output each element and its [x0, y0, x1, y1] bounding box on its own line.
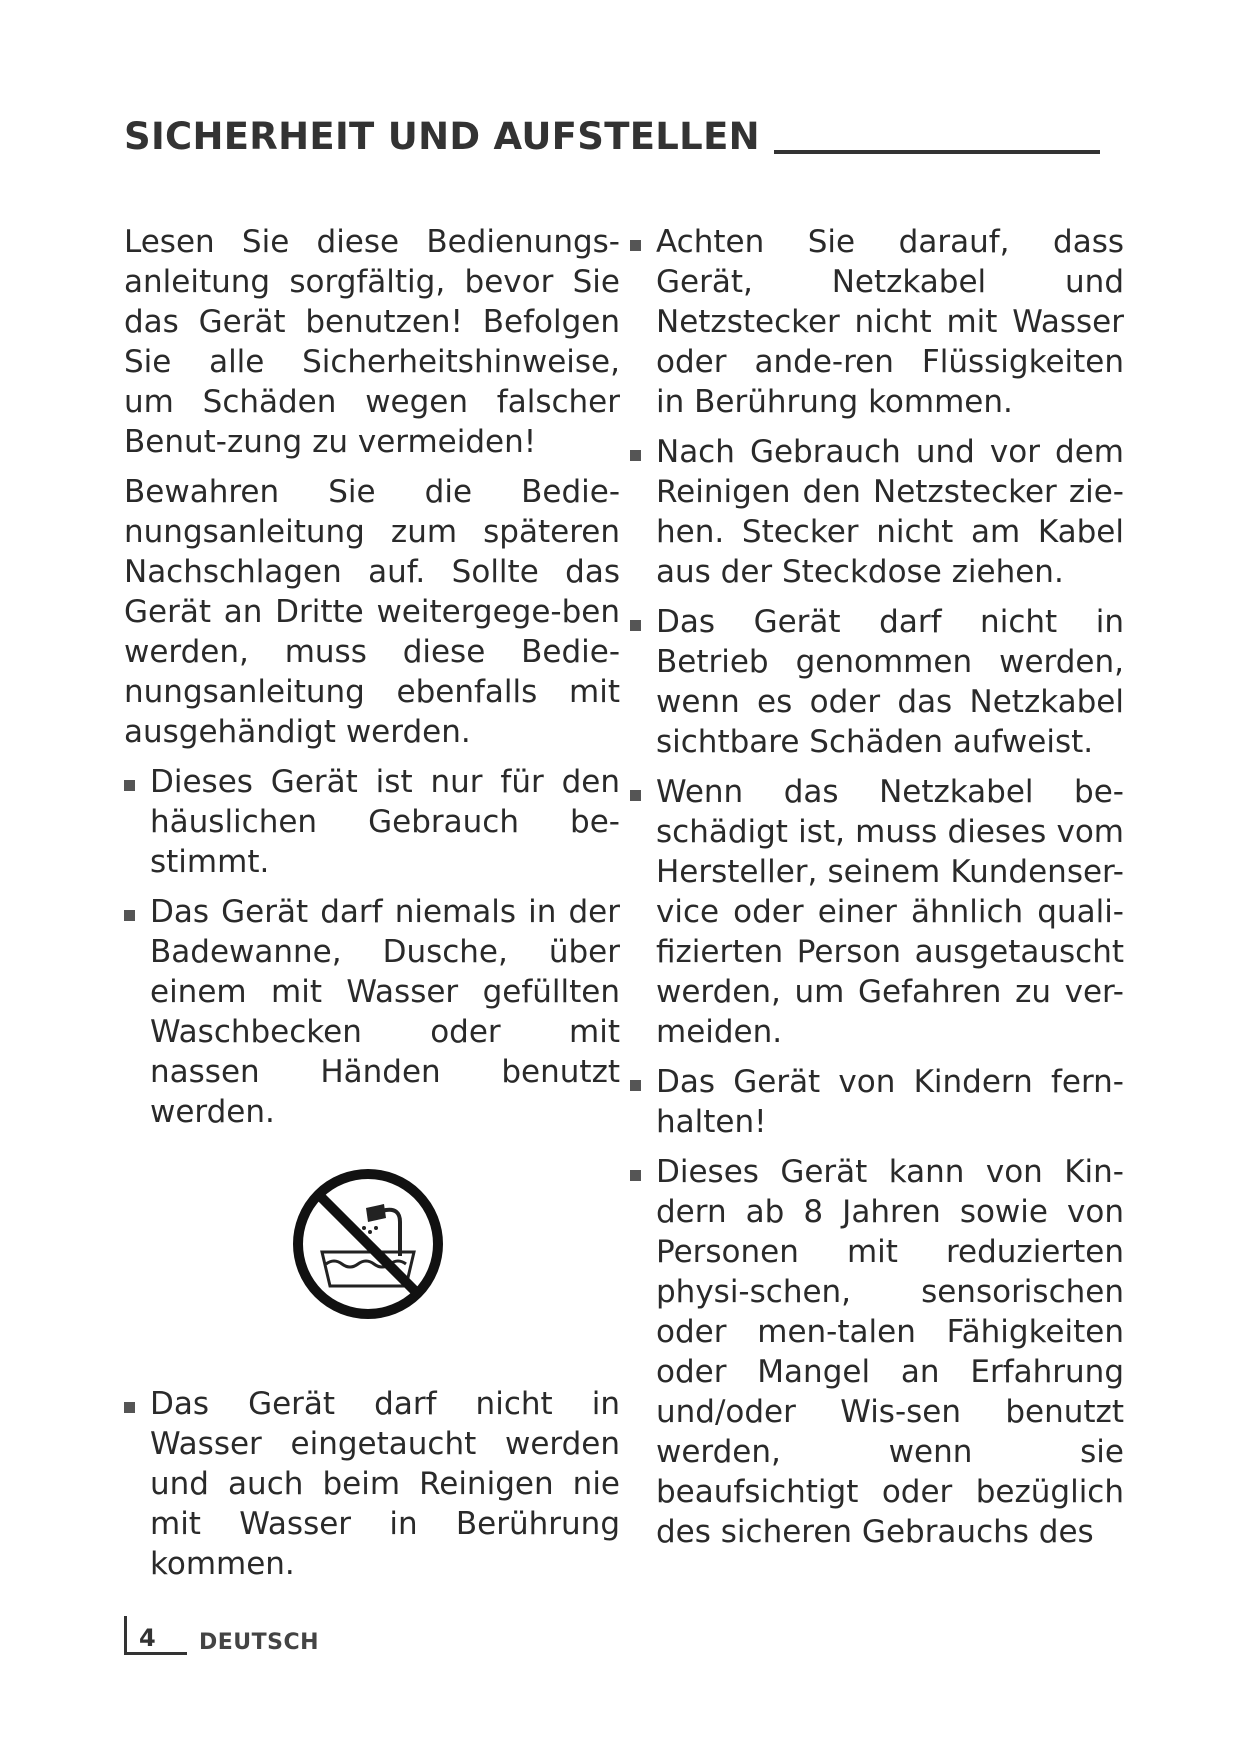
intro-paragraph-2: Bewahren Sie die Bedie-nungsanleitung zum späteren Nachschlagen auf. Sollte das Gerät an Dritte weitergege-ben werden, muss diese Bedie-nungsanleitung ebenfalls mit ausgehändigt werden.	[124, 474, 620, 750]
list-item	[630, 772, 1124, 1052]
list-item-text: Nach Gebrauch und vor dem Reinigen den Netzstecker zie-hen. Stecker nicht am Kabel aus der Steckdose ziehen.	[656, 434, 1124, 590]
list-item-text: Dieses Gerät ist nur für den häuslichen Gebrauch be-stimmt.	[150, 764, 620, 880]
list-item	[124, 892, 620, 1132]
bullet-square-icon	[630, 240, 641, 251]
list-item-text: Achten Sie darauf, dass Gerät, Netzkabel und Netzstecker nicht mit Wasser oder ande-ren Flüssigkeiten in Berührung kommen.	[656, 224, 1124, 420]
list-item-text: Das Gerät darf niemals in der Badewanne, Dusche, über einem mit Wasser gefüllten Waschbecken oder mit nassen Händen benutzt werden.	[150, 894, 620, 1130]
footer-language: DEUTSCH	[199, 1630, 320, 1655]
no-bath-shower-icon	[288, 1164, 448, 1324]
page-header	[124, 114, 1100, 160]
list-item-text: Dieses Gerät kann von Kin-dern ab 8 Jahren sowie von Personen mit reduzierten physi-schen, sensorischen oder men-talen Fähigkeiten oder Mangel an Erfahrung und/oder Wis-sen benutzt werden, wenn sie beaufsichtigt oder bezüglich des sicheren Gebrauchs des	[656, 1154, 1124, 1550]
left-bullet-list	[124, 762, 620, 1132]
page-title: SICHERHEIT UND AUFSTELLEN	[124, 115, 760, 158]
bullet-square-icon	[630, 450, 641, 461]
bullet-square-icon	[630, 1170, 641, 1181]
list-item	[630, 1152, 1124, 1552]
list-item	[630, 1062, 1124, 1142]
list-item	[630, 432, 1124, 592]
title-rule	[774, 150, 1100, 154]
list-item	[630, 602, 1124, 762]
bullet-square-icon	[124, 780, 135, 791]
list-item-text: Wenn das Netzkabel be-schädigt ist, muss dieses vom Hersteller, seinem Kundenser-vice oder einer ähnlich quali-fizierten Person ausgetauscht werden, um Gefahren zu ver-meiden.	[656, 774, 1124, 1050]
list-item	[124, 1384, 620, 1584]
left-bullet-list-2	[124, 1384, 620, 1584]
left-column	[124, 222, 620, 1594]
page-number: 4	[124, 1616, 187, 1655]
right-column	[630, 222, 1124, 1562]
bullet-square-icon	[124, 1402, 135, 1413]
bullet-square-icon	[630, 620, 641, 631]
page-footer	[124, 1616, 319, 1655]
bullet-square-icon	[630, 1080, 641, 1091]
right-bullet-list	[630, 222, 1124, 1552]
list-item-text: Das Gerät darf nicht in Betrieb genommen werden, wenn es oder das Netzkabel sichtbare Schäden aufweist.	[656, 604, 1124, 760]
intro-paragraph-1: Lesen Sie diese Bedienungs-anleitung sorgfältig, bevor Sie das Gerät benutzen! Befolgen Sie alle Sicherheitshinweise, um Schäden wegen falscher Benut-zung zu vermeiden!	[124, 224, 620, 460]
list-item	[124, 762, 620, 882]
list-item	[630, 222, 1124, 422]
list-item-text: Das Gerät darf nicht in Wasser eingetaucht werden und auch beim Reinigen nie mit Wasser in Berührung kommen.	[150, 1386, 620, 1582]
bullet-square-icon	[124, 910, 135, 921]
bullet-square-icon	[630, 790, 641, 801]
list-item-text: Das Gerät von Kindern fern-halten!	[656, 1064, 1124, 1140]
